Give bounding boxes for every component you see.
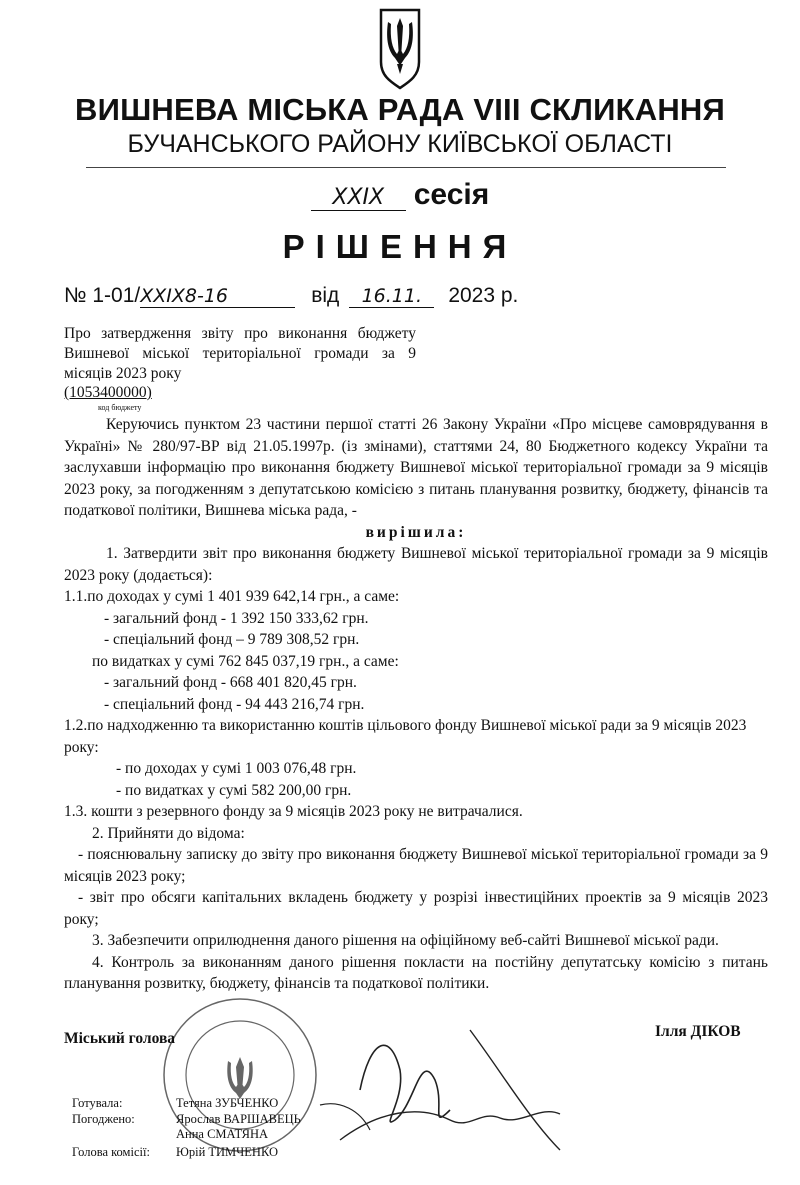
item-1-1-income-special: - спеціальний фонд – 9 789 308,52 грн. <box>104 631 360 648</box>
session-number: XXIX <box>311 185 406 211</box>
date-label: від <box>311 284 340 307</box>
agreed-name-1: Ярослав ВАРШАВЕЦЬ <box>176 1112 301 1126</box>
commission-name: Юрій ТИМЧЕНКО <box>176 1145 279 1159</box>
item-1: 1. Затвердити звіт про виконання бюджету Вишневої міської територіальної громади за 9 місяців 2023 року (додається): <box>64 545 768 584</box>
prepared-name: Тетяна ЗУБЧЕНКО <box>176 1096 279 1110</box>
mayor-name: Ілля ДІКОВ <box>655 1023 741 1040</box>
item-1-1-expenses-special: - спеціальний фонд - 94 443 216,74 грн. <box>104 695 365 713</box>
item-1-1-income-general: - загальний фонд - 1 392 150 333,62 грн. <box>104 609 369 627</box>
budget-code-caption: код бюджету <box>98 403 142 412</box>
budget-code: (1053400000) <box>64 384 152 401</box>
council-title: ВИШНЕВА МІСЬКА РАДА VIII СКЛИКАННЯ <box>75 92 725 127</box>
resolved-heading: вирішила: <box>365 523 467 541</box>
number-handwritten: XXIX8-16 <box>140 285 295 308</box>
item-1-2: 1.2.по надходженню та використанню коштів цільового фонду Вишневої міської ради за 9 місяців 2023 року: <box>64 717 747 756</box>
decision-subject: Про затвердження звіту про виконання бюджету Вишневої міської територіальної громади за 9 місяців 2023 року <box>64 325 416 382</box>
commission-row <box>72 1145 278 1160</box>
decision-number-line <box>64 284 518 308</box>
item-2-b: - звіт про обсяги капітальних вкладень бюджету у розрізі інвестиційних проектів за 9 місяців 2023 року; <box>64 889 768 928</box>
date-handwritten: 16.11. <box>349 285 434 308</box>
decision-year: 2023 р. <box>448 284 519 307</box>
preamble-paragraph: Керуючись пунктом 23 частини першої статті 26 Закону України «Про місцеве самоврядування в Україні» № 280/97-ВР від 21.05.1997р. (із змінами), статтями 24, 80 Бюджетного кодексу України та заслухавши інформацію про виконання бюджету Вишневої міської територіальної громади за 9 місяців 2023 року, за погодженням з депутатською комісією з питань планування розвитку, бюджету, фінансів та податкової політики, Вишнева міська рада, - <box>64 416 768 519</box>
item-4: 4. Контроль за виконанням даного рішення покласти на постійну депутатську комісію з питань планування розвитку, бюджету, фінансів та податкової політики. <box>64 953 768 992</box>
agreed-name-2: Анна СМАТЯНА <box>176 1127 269 1141</box>
prepared-row <box>72 1096 278 1111</box>
agreed-label: Погоджено: <box>72 1112 135 1126</box>
session-line <box>0 178 800 212</box>
council-region: БУЧАНСЬКОГО РАЙОНУ КИЇВСЬКОЇ ОБЛАСТІ <box>127 130 673 158</box>
item-2: 2. Прийняти до відома: <box>92 824 245 842</box>
prepared-label: Готувала: <box>72 1096 123 1110</box>
mayor-label: Міський голова <box>64 1030 176 1047</box>
session-word: сесія <box>413 178 490 211</box>
number-prefix: № 1-01/ <box>64 284 141 307</box>
trident-emblem-icon <box>375 6 425 90</box>
item-1-1-expenses-general: - загальний фонд - 668 401 820,45 грн. <box>104 674 357 691</box>
document-type: РІШЕННЯ <box>282 228 518 265</box>
item-1-1-income: 1.1.по доходах у сумі 1 401 939 642,14 грн., а саме: <box>64 588 400 605</box>
decision-body <box>64 414 768 995</box>
item-1-2-expenses: - по видатках у сумі 582 200,00 грн. <box>116 781 352 799</box>
item-1-1-expenses: по видатках у сумі 762 845 037,19 грн., а саме: <box>92 652 399 670</box>
item-3: 3. Забезпечити оприлюднення даного рішення на офіційному веб-сайті Вишневої міської ради. <box>92 932 719 949</box>
agreed-row-2 <box>176 1127 268 1142</box>
item-2-a: - пояснювальну записку до звіту про виконання бюджету Вишневої міської територіальної громади за 9 місяців 2023 року; <box>64 846 768 885</box>
item-1-3: 1.3. кошти з резервного фонду за 9 місяців 2023 року не витрачалися. <box>64 803 523 820</box>
agreed-row <box>72 1112 301 1127</box>
item-1-2-income: - по доходах у сумі 1 003 076,48 грн. <box>116 760 357 777</box>
header-divider <box>86 167 726 168</box>
commission-label: Голова комісії: <box>72 1145 150 1159</box>
